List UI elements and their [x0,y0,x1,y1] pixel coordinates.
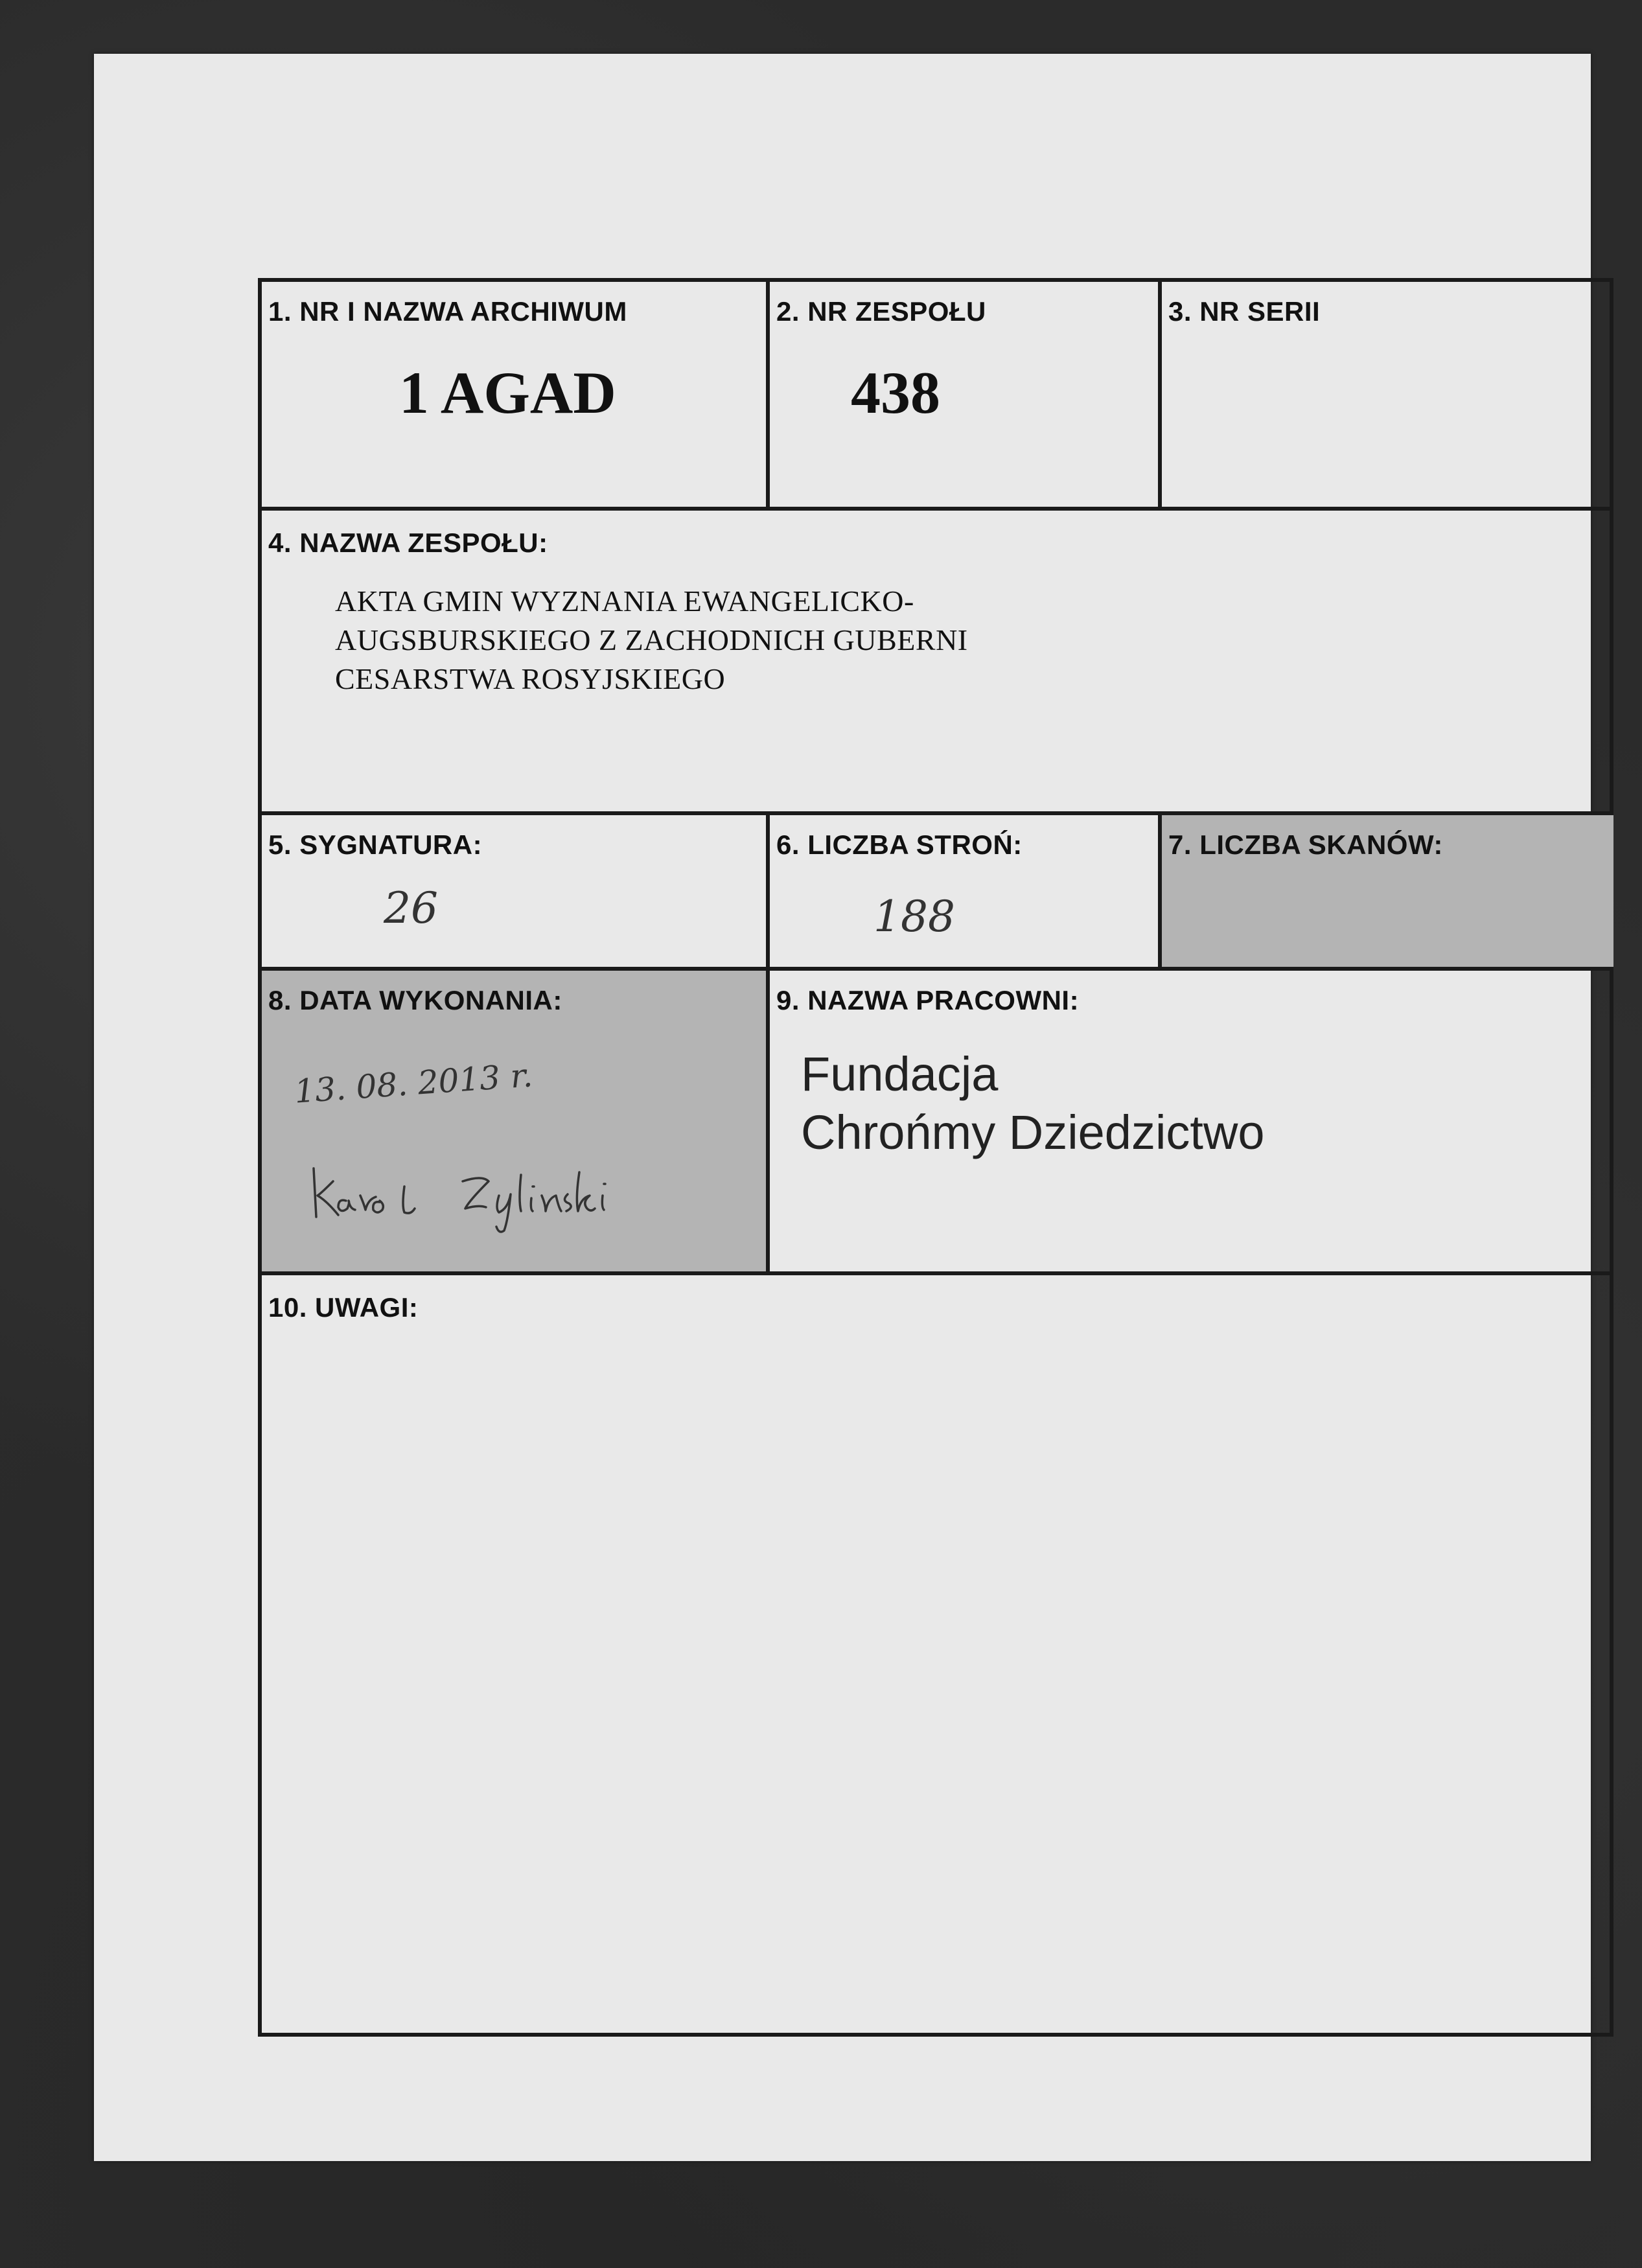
signature-number-cell [262,815,770,971]
page-count-label: 6. LICZBA STROŃ: [776,829,1023,860]
remarks-cell [262,1275,1613,2037]
lab-name-line: Chrońmy Dziedzictwo [801,1105,1265,1159]
archive-cell [262,282,770,511]
lab-name-line: Fundacja [801,1047,999,1101]
scan-count-label: 7. LICZBA SKANÓW: [1168,829,1443,860]
date-value: 13. 08. 2013 r. [293,1056,534,1111]
archive-label: 1. NR I NAZWA ARCHIWUM [268,296,627,327]
date-label: 8. DATA WYKONANIA: [268,985,562,1015]
remarks-label: 10. UWAGI: [268,1292,419,1323]
scan-count-cell [1162,815,1613,971]
fonds-name-cell [262,511,1613,815]
fonds-name-label: 4. NAZWA ZESPOŁU: [268,527,548,558]
lab-name-label: 9. NAZWA PRACOWNI: [776,985,1080,1015]
metadata-form [258,278,1613,2037]
lab-name-cell [770,971,1613,1275]
fonds-name-line: AKTA GMIN WYZNANIA EWANGELICKO- [335,584,914,618]
signature-number-value: 26 [384,883,438,933]
fonds-name-line: AUGSBURSKIEGO Z ZACHODNICH GUBERNI [335,623,968,656]
fonds-number-cell [770,282,1162,511]
fonds-number-label: 2. NR ZESPOŁU [776,296,986,327]
document-page [94,54,1591,2161]
fonds-number-value: 438 [851,360,940,426]
fonds-name-text [335,582,968,699]
handwritten-signature [307,1155,644,1240]
fonds-name-line: CESARSTWA ROSYJSKIEGO [335,662,726,695]
series-label: 3. NR SERII [1168,296,1321,327]
signature-number-label: 5. SYGNATURA: [268,829,483,860]
archive-value: 1 AGAD [399,360,616,426]
series-cell [1162,282,1613,511]
page-count-cell [770,815,1162,971]
lab-name-text [801,1045,1265,1162]
date-cell [262,971,770,1275]
page-count-value: 188 [873,892,955,942]
